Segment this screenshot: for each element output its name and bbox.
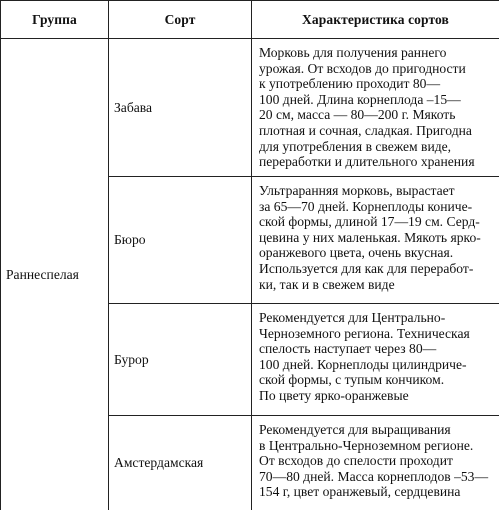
description-line: ской формы, с тупым кончиком. [259,372,495,388]
header-sort: Сорт [109,1,252,39]
header-group: Группа [1,1,109,39]
description-line: спелость наступает через 80— [259,341,495,357]
sort-name: Бурор [109,304,252,416]
description-line: переработки и длительного хранения [259,154,495,170]
header-row [1,1,499,39]
description-line: урожая. От всходов до пригодности [259,61,495,77]
description-line: Ультраранняя морковь, вырастает [259,183,495,199]
description-line: для употребления в свежем виде, [259,139,495,155]
description-line: оранжевого цвета, очень вкусная. [259,245,495,261]
description-line: 100 дней. Длина корнеплода –15— [259,92,495,108]
description-line: цевина у них маленькая. Мякоть ярко- [259,230,495,246]
table-row [1,39,499,177]
description-line: в Центрально-Черноземном регионе. [259,438,495,454]
description-line: плотная и сочная, сладкая. Пригодна [259,123,495,139]
sort-description [252,304,499,416]
description-line: От всходов до спелости проходит [259,453,495,469]
description-line: за 65—70 дней. Корнеплоды кониче- [259,199,495,215]
sort-name: Забава [109,39,252,177]
header-characteristics: Характеристика сортов [252,1,499,39]
description-line: Рекомендуется для Центрально- [259,310,495,326]
sort-description [252,416,499,510]
sort-name: Бюро [109,177,252,304]
description-line: к употреблению проходит 80— [259,76,495,92]
description-line: 70—80 дней. Масса корнеплодов –53— [259,469,495,485]
sort-description [252,39,499,177]
description-line: Черноземного региона. Техническая [259,326,495,342]
group-cell: Раннеспелая [1,39,109,510]
description-line: Морковь для получения раннего [259,45,495,61]
sort-description [252,177,499,304]
description-line: 154 г, цвет оранжевый, сердцевина [259,484,495,500]
description-line: 100 дней. Корнеплоды цилиндриче- [259,357,495,373]
sort-name: Амстердамская [109,416,252,510]
description-line: Используется для как для переработ- [259,261,495,277]
description-line: По цвету ярко-оранжевые [259,388,495,404]
description-line: ской формы, длиной 17—19 см. Серд- [259,214,495,230]
description-line: Рекомендуется для выращивания [259,422,495,438]
description-line: ки, так и в свежем виде [259,277,495,293]
description-line: 20 см, масса — 80—200 г. Мякоть [259,107,495,123]
